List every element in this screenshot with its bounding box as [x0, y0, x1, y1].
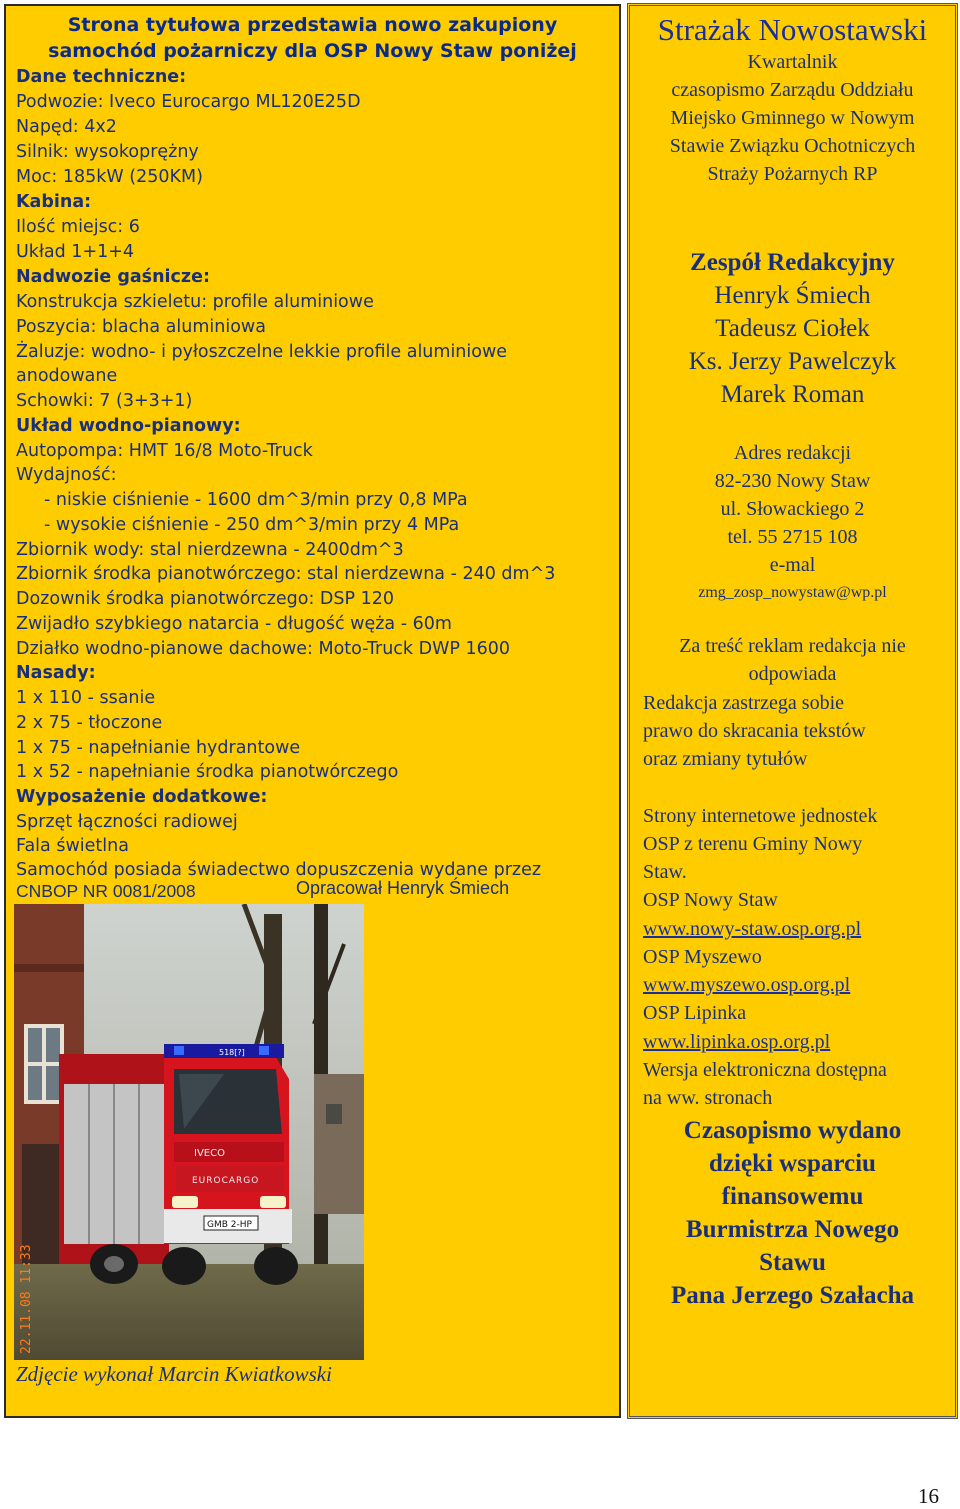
websites-line: OSP z terenu Gminy Nowy	[643, 833, 863, 855]
author-credit: Opracował Henryk Śmiech	[296, 878, 510, 898]
spec-line: 1 x 110 - ssanie	[16, 688, 156, 708]
spec-line: Układ 1+1+4	[16, 242, 135, 262]
spec-line: Zwijadło szybkiego natarcia - długość węża - 60m	[16, 614, 452, 634]
sponsor-line: finansowemu	[721, 1183, 864, 1210]
spec-line: Napęd: 4x2	[16, 117, 117, 137]
spec-line: Poszycia: blacha aluminiowa	[16, 317, 266, 337]
unit-name-myszewo: OSP Myszewo	[643, 946, 762, 968]
address-line: ul. Słowackiego 2	[720, 498, 865, 520]
spec-line: Silnik: wysokoprężny	[16, 142, 199, 162]
spec-line: Zbiornik środka pianotwórczego: stal nierdzewna - 240 dm^3	[16, 564, 556, 584]
spec-line: Fala świetlna	[16, 836, 129, 856]
spec-line: Zbiornik wody: stal nierdzewna - 2400dm^3	[16, 540, 404, 560]
electronic-version-line: na ww. stronach	[643, 1087, 773, 1109]
disclaimer-line: Za treść reklam redakcja nie	[679, 635, 906, 657]
spec-line: Działko wodno-pianowe dachowe: Moto-Truck DWP 1600	[16, 639, 511, 659]
unit-name-lipinka: OSP Lipinka	[643, 1002, 747, 1024]
team-member: Henryk Śmiech	[714, 282, 871, 309]
spec-line: Samochód posiada świadectwo dopuszczenia wydane przez	[16, 860, 542, 880]
masthead-panel	[627, 3, 958, 1419]
email-address[interactable]: zmg_zosp_nowystaw@wp.pl	[698, 584, 887, 601]
spec-line: Schowki: 7 (3+3+1)	[16, 391, 193, 411]
unit-name-nowy-staw: OSP Nowy Staw	[643, 889, 778, 911]
rights-line: Redakcja zastrzega sobie	[643, 692, 845, 714]
publisher-line: Straży Pożarnych RP	[707, 163, 878, 185]
spec-line: Ilość miejsc: 6	[16, 217, 140, 237]
address-line: 82-230 Nowy Staw	[714, 470, 871, 492]
team-member: Tadeusz Ciołek	[715, 315, 870, 342]
publication-subtitle: Kwartalnik	[747, 51, 838, 73]
fire-truck-photo	[14, 904, 364, 1360]
photo-credit: Zdjęcie wykonał Marcin Kwiatkowski	[16, 1362, 332, 1386]
spec-section-heading: Układ wodno-pianowy:	[16, 416, 241, 436]
page-number: 16	[918, 1484, 939, 1508]
publisher-line: czasopismo Zarządu Oddziału	[671, 79, 914, 101]
spec-section-heading: Nasady:	[16, 663, 96, 683]
iveco-logo: IVECO	[194, 1148, 225, 1159]
rights-line: prawo do skracania tekstów	[643, 720, 866, 742]
link-myszewo[interactable]: www.myszewo.osp.org.pl	[643, 974, 851, 996]
team-member: Ks. Jerzy Pawelczyk	[688, 348, 897, 375]
publisher-line: Miejsko Gminnego w Nowym	[670, 107, 915, 129]
spec-line: Wydajność:	[16, 465, 117, 485]
spec-line: 2 x 75 - tłoczone	[16, 713, 163, 733]
websites-line: Strony internetowe jednostek	[643, 805, 878, 827]
spec-line: Dozownik środka pianotwórczego: DSP 120	[16, 589, 395, 609]
eurocargo-logo: EUROCARGO	[192, 1176, 260, 1186]
certificate-number: CNBOP NR 0081/2008	[16, 881, 196, 901]
phone-line: tel. 55 2715 108	[727, 526, 858, 548]
disclaimer-line: odpowiada	[748, 663, 837, 685]
sponsor-line: Pana Jerzego Szałacha	[670, 1282, 914, 1309]
link-lipinka[interactable]: www.lipinka.osp.org.pl	[643, 1031, 831, 1053]
rights-line: oraz zmiany tytułów	[643, 748, 808, 770]
spec-line: Żaluzje: wodno- i pyłoszczelne lekkie profile aluminiowe	[16, 342, 508, 362]
spec-line: anodowane	[16, 366, 118, 386]
spec-section-heading: Wyposażenie dodatkowe:	[16, 787, 268, 807]
spec-line: 1 x 52 - napełnianie środka pianotwórczego	[16, 762, 399, 782]
roof-code: 518[?]	[219, 1048, 245, 1057]
license-plate: GMB 2-HP	[207, 1220, 252, 1230]
spec-line: Konstrukcja szkieletu: profile aluminiowe	[16, 292, 374, 312]
websites-line: Staw.	[643, 861, 687, 883]
spec-line: Sprzęt łączności radiowej	[16, 812, 238, 832]
article-title: Strona tytułowa przedstawia nowo zakupiony	[67, 14, 558, 36]
sponsor-line: Czasopismo wydano	[683, 1117, 902, 1144]
spec-line: - niskie ciśnienie - 1600 dm^3/min przy 0,8 MPa	[44, 490, 468, 510]
article-panel	[4, 4, 621, 1418]
publication-title: Strażak Nowostawski	[657, 12, 928, 47]
spec-line: Moc: 185kW (250KM)	[16, 167, 203, 187]
spec-line: Podwozie: Iveco Eurocargo ML120E25D	[16, 92, 361, 112]
spec-line: - wysokie ciśnienie - 250 dm^3/min przy 4 MPa	[44, 515, 460, 535]
spec-line: 1 x 75 - napełnianie hydrantowe	[16, 738, 301, 758]
address-line: Adres redakcji	[733, 442, 852, 464]
editorial-team-heading: Zespół Redakcyjny	[690, 249, 895, 276]
team-member: Marek Roman	[720, 381, 865, 408]
date-stamp: 22.11.08 11:33	[19, 1244, 34, 1354]
link-nowy-staw[interactable]: www.nowy-staw.osp.org.pl	[643, 918, 862, 940]
publisher-line: Stawie Związku Ochotniczych	[669, 135, 916, 157]
spec-line: Autopompa: HMT 16/8 Moto-Truck	[16, 441, 313, 461]
email-label: e-mal	[769, 554, 816, 576]
article-title: samochód pożarniczy dla OSP Nowy Staw poniżej	[48, 40, 577, 62]
spec-section-heading: Nadwozie gaśnicze:	[16, 267, 210, 287]
sponsor-line: dzięki wsparciu	[709, 1150, 876, 1177]
sponsor-line: Stawu	[759, 1249, 826, 1276]
electronic-version-line: Wersja elektroniczna dostępna	[643, 1059, 887, 1081]
spec-section-heading: Dane techniczne:	[16, 67, 187, 87]
spec-section-heading: Kabina:	[16, 192, 92, 212]
sponsor-line: Burmistrza Nowego	[685, 1216, 900, 1243]
